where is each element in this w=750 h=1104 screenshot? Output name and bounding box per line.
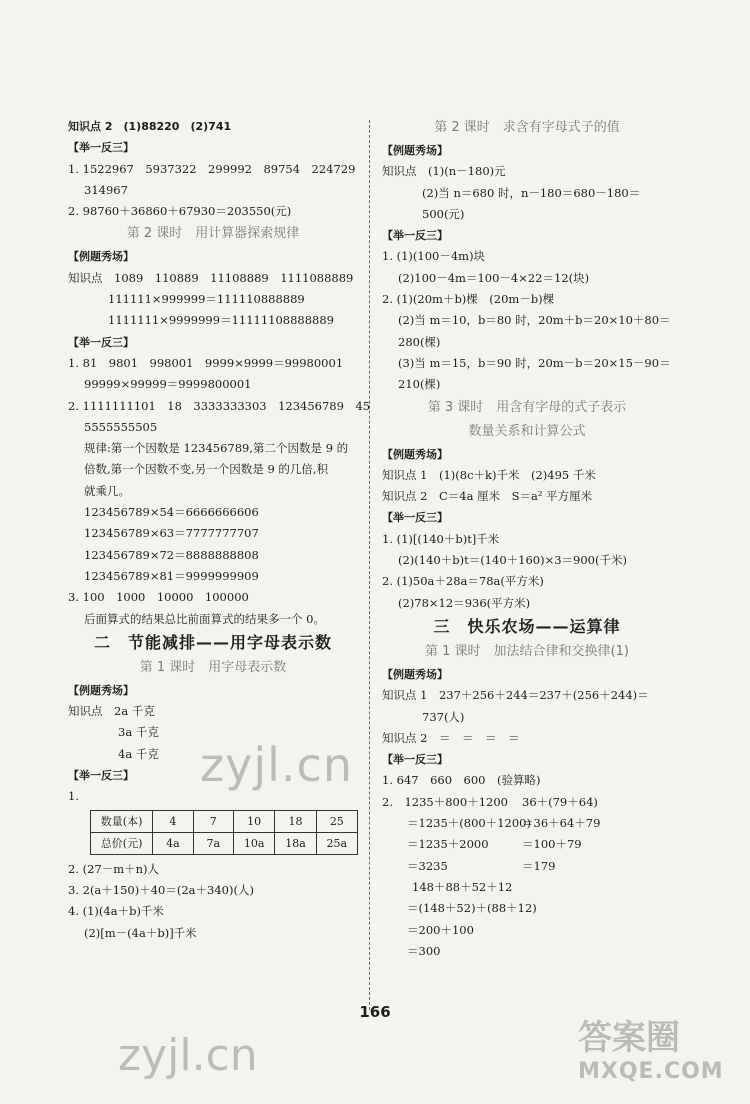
answer-line: 知识点 2 ＝ ＝ ＝ ＝ [382, 730, 520, 745]
answer-line: 就乘几。 [84, 483, 130, 498]
answer-line: 1. 81 9801 998001 9999×9999＝99980001 [68, 355, 344, 370]
lesson-title: 第 1 课时 加法结合律和交换律(1) [425, 643, 629, 659]
table-cell: 总价(元) [91, 832, 153, 854]
answer-line: 500(元) [422, 206, 465, 221]
answer-line: (2)当 n＝680 时，n－180＝680－180＝ [422, 185, 641, 200]
answer-line: 5555555505 [84, 419, 158, 434]
table-cell: 数量(本) [91, 810, 153, 832]
answer-line: 148＋88＋52＋12 [412, 879, 513, 894]
table-cell: 4a [153, 832, 193, 854]
section-header: 【举一反三】 [68, 141, 134, 155]
unit-title: 三 快乐农场——运算律 [433, 616, 621, 636]
answer-line: 知识点 2 C＝4a 厘米 S＝a² 平方厘米 [382, 489, 593, 504]
answer-line [382, 792, 672, 813]
answer-line: 123456789×81＝9999999909 [84, 568, 259, 583]
answer-line: ＝(148＋52)＋(88＋12) [407, 901, 537, 916]
calc-left: ＝1235＋(800＋1200) [407, 816, 531, 831]
section-header: 【例题秀场】 [382, 144, 448, 157]
answer-line: 1. 1522967 5937322 299992 89754 224729 [68, 161, 356, 176]
section-header: 【例题秀场】 [68, 250, 134, 264]
right-column [382, 116, 672, 962]
lesson-title-continued: 数量关系和计算公式 [468, 423, 586, 439]
answer-line [382, 834, 672, 855]
answer-line: 123456789×72＝8888888808 [84, 547, 259, 562]
answer-line: (2)[m－(4a＋b)]千米 [84, 925, 197, 940]
answer-line: 知识点 2a 千克 [68, 704, 155, 719]
calc-right: 36＋(79＋64) [522, 794, 598, 809]
knowledge-point: 知识点 2 (1)88220 (2)741 [68, 120, 232, 133]
lesson-title: 第 2 课时 求含有字母式子的值 [434, 120, 620, 135]
watermark-text: zyjl.cn [200, 738, 353, 792]
answer-line: ＝300 [407, 943, 441, 958]
column-divider [369, 120, 370, 1010]
answer-line: 1. (1)(100－4m)块 [382, 249, 486, 264]
section-header: 【举一反三】 [382, 229, 448, 243]
table-row [91, 810, 358, 832]
answer-line: (2)当 m＝10，b＝80 时，20m＋b＝20×10＋80＝ [398, 313, 671, 328]
answer-line: 3. 100 1000 10000 100000 [68, 590, 249, 605]
answer-line: 2. (1)50a＋28a＝78a(平方米) [382, 574, 544, 589]
answer-line: (3)当 m＝15，b＝90 时，20m－b＝20×15－90＝ [398, 355, 671, 370]
answer-line: (2)(140＋b)t＝(140＋160)×3＝900(千米) [398, 553, 627, 568]
table-cell: 7 [193, 810, 233, 832]
section-header: 【举一反三】 [68, 769, 134, 783]
calc-right: ＝100＋79 [522, 837, 582, 852]
section-header: 【举一反三】 [68, 335, 134, 349]
section-header: 【举一反三】 [382, 511, 448, 525]
table-cell: 18 [275, 810, 316, 832]
answer-line: 规律:第一个因数是 123456789,第二个因数是 9 的 [84, 441, 349, 456]
answer-line: 知识点 1 (1)(8c＋k)千米 (2)495 千米 [382, 467, 596, 482]
answer-line: 737(人) [422, 709, 465, 724]
answer-line: 280(棵) [398, 334, 441, 349]
answer-line: 倍数,第一个因数不变,另一个因数是 9 的几倍,积 [84, 462, 329, 477]
left-column [68, 116, 371, 944]
page-number: 166 [359, 1003, 391, 1021]
answer-line: (2)78×12＝936(平方米) [398, 595, 531, 610]
answer-line [382, 856, 672, 877]
watermark-text: zyjl.cn [118, 1030, 258, 1081]
answer-line: 99999×99999＝9999800001 [84, 377, 252, 392]
calc-left: 2. 1235＋800＋1200 [382, 794, 508, 809]
answer-line: 210(棵) [398, 377, 441, 392]
unit-title: 二 节能减排——用字母表示数 [93, 632, 332, 652]
answer-line: (2)100－4m＝100－4×22＝12(块) [398, 270, 590, 285]
watermark-logo-url: MXQE.COM [578, 1059, 724, 1084]
answer-line: ＝200＋100 [407, 922, 474, 937]
lesson-title: 第 2 课时 用计算器探索规律 [126, 226, 300, 242]
answer-line: 后面算式的结果总比前面算式的结果多一个 0。 [84, 611, 325, 626]
table-cell: 4 [153, 810, 193, 832]
section-header: 【例题秀场】 [68, 683, 134, 697]
section-header: 【例题秀场】 [382, 447, 448, 461]
calc-left: ＝3235 [407, 858, 448, 873]
lesson-title: 第 3 课时 用含有字母的式子表示 [427, 399, 627, 415]
calc-left: ＝1235＋2000 [407, 837, 489, 852]
answer-line: 3a 千克 [118, 725, 159, 740]
table-cell: 25a [316, 832, 357, 854]
answer-line: 知识点 (1)(n－180)元 [382, 164, 506, 179]
calc-right: ＝36＋64＋79 [522, 816, 601, 831]
answer-line: 314967 [84, 182, 128, 197]
section-header: 【例题秀场】 [382, 667, 448, 681]
answer-line: 1111111×9999999＝11111108888889 [108, 313, 335, 328]
watermark-logo-text: 答案圈 [578, 1018, 680, 1058]
answer-line [382, 813, 672, 834]
answer-line: 123456789×63＝7777777707 [84, 526, 259, 541]
answer-line: 4a 千克 [118, 746, 159, 761]
calc-right: ＝179 [522, 858, 556, 873]
answer-line: 知识点 1 237＋256＋244＝237＋(256＋244)＝ [382, 688, 649, 703]
answer-line: 1. (1)[(140＋b)t]千米 [382, 531, 500, 546]
table-cell: 10a [234, 832, 275, 854]
answer-line: 2. 98760＋36860＋67930＝203550(元) [68, 204, 292, 219]
answer-line: 111111×999999＝111110888889 [108, 292, 305, 307]
answer-line: 3. 2(a＋150)＋40＝(2a＋340)(人) [68, 882, 254, 897]
lesson-title: 第 1 课时 用字母表示数 [139, 659, 287, 675]
answer-line: 1. [68, 789, 79, 804]
price-table [90, 810, 358, 855]
answer-line: 知识点 1089 110889 11108889 1111088889 [68, 270, 354, 285]
table-cell: 10 [234, 810, 275, 832]
answer-line: 2. (27－m＋n)人 [68, 861, 160, 876]
answer-line: 4. (1)(4a＋b)千米 [68, 904, 164, 919]
table-cell: 25 [316, 810, 357, 832]
table-cell: 18a [275, 832, 316, 854]
watermark-logo [578, 1010, 738, 1098]
answer-line: 123456789×54＝6666666606 [84, 505, 259, 520]
table-cell: 7a [193, 832, 233, 854]
table-row [91, 832, 358, 854]
answer-line: 2. 1111111101 18 3333333303 123456789 45 [68, 398, 371, 413]
section-header: 【举一反三】 [382, 753, 448, 767]
answer-line: 2. (1)(20m＋b)棵 (20m－b)棵 [382, 292, 555, 307]
answer-line: 1. 647 660 600 (验算略) [382, 773, 541, 788]
